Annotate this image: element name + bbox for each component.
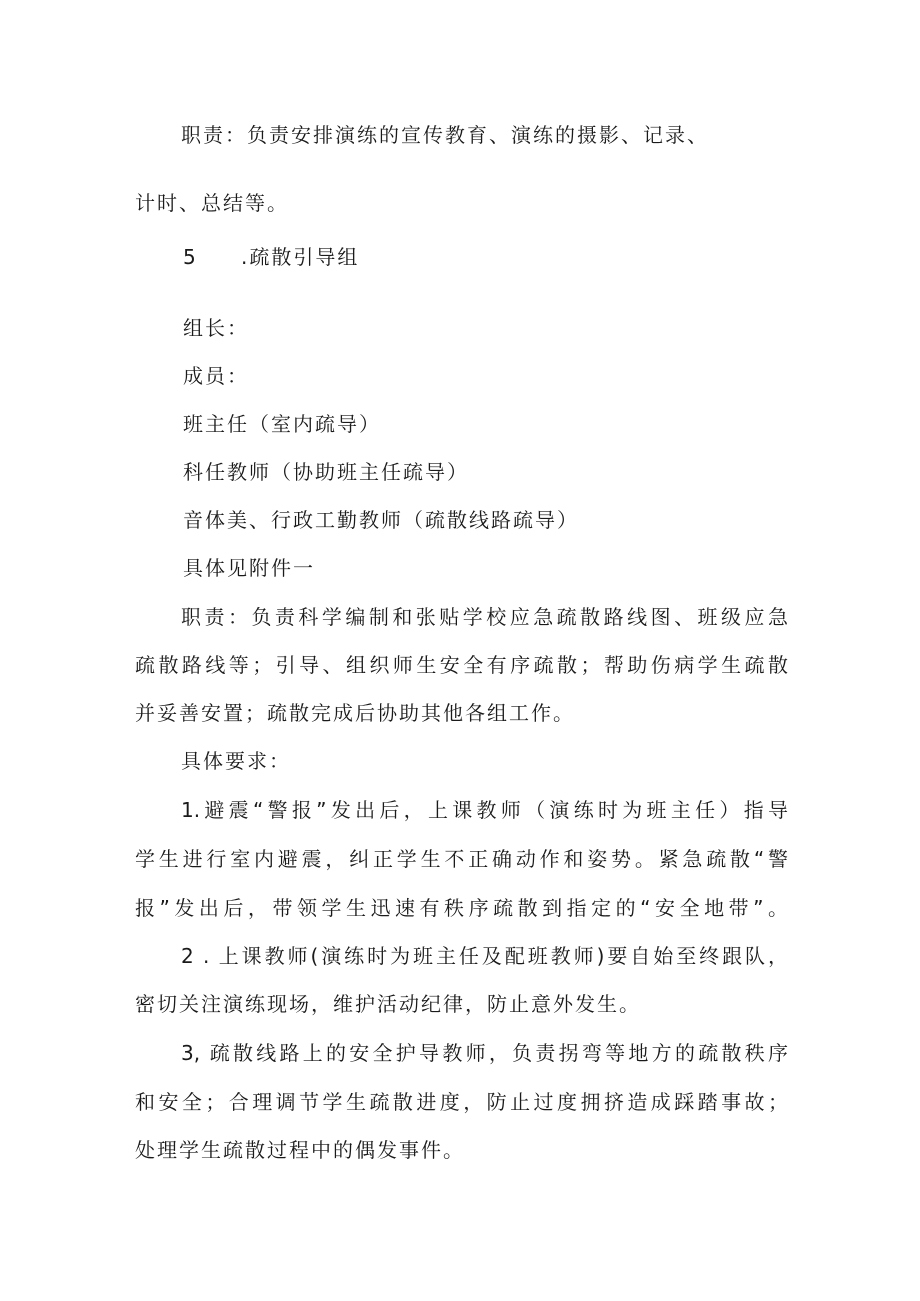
member-item-2: 科任教师（协助班主任疏导） (183, 460, 469, 484)
leader-label: 组长： (183, 316, 249, 340)
requirement-2-line-2: 密切关注演练现场，维护活动纪律，防止意外发生。 (135, 992, 641, 1016)
requirement-3-line-3: 处理学生疏散过程中的偶发事件。 (135, 1138, 465, 1162)
duty-line-2: 计时、总结等。 (135, 191, 289, 215)
requirement-3-line-2: 和安全；合理调节学生疏散进度，防止过度拥挤造成踩踏事故； (135, 1090, 788, 1114)
requirement-1-line-3: 报”发出后，带领学生迅速有秩序疏散到指定的“安全地带”。 (135, 896, 788, 920)
member-item-3: 音体美、行政工勤教师（疏散线路疏导） (183, 508, 579, 532)
requirement-3-line-1: 3, 疏散线路上的安全护导教师，负责拐弯等地方的疏散秩序 (181, 1041, 788, 1065)
duty-paragraph-line-3: 并妥善安置；疏散完成后协助其他各组工作。 (135, 701, 575, 725)
requirement-1-line-1: 1.避震“警报”发出后，上课教师（演练时为班主任）指导 (181, 798, 788, 822)
section-title: .疏散引导组 (241, 245, 360, 269)
attachment-note: 具体见附件一 (183, 556, 315, 580)
requirement-2-line-1: 2 . 上课教师(演练时为班主任及配班教师)要自始至终跟队， (181, 944, 788, 968)
section-number: 5 (183, 245, 196, 269)
duty-line-1: 职责：负责安排演练的宣传教育、演练的摄影、记录、 (181, 123, 709, 147)
requirement-1-line-2: 学生进行室内避震，纠正学生不正确动作和姿势。紧急疏散“警 (135, 847, 788, 871)
duty-paragraph-line-1: 职责：负责科学编制和张贴学校应急疏散路线图、班级应急 (181, 605, 788, 629)
members-label: 成员： (183, 364, 249, 388)
requirements-heading: 具体要求： (181, 749, 291, 773)
duty-paragraph-line-2: 疏散路线等；引导、组织师生安全有序疏散；帮助伤病学生疏散 (135, 653, 788, 677)
member-item-1: 班主任（室内疏导） (183, 412, 381, 436)
